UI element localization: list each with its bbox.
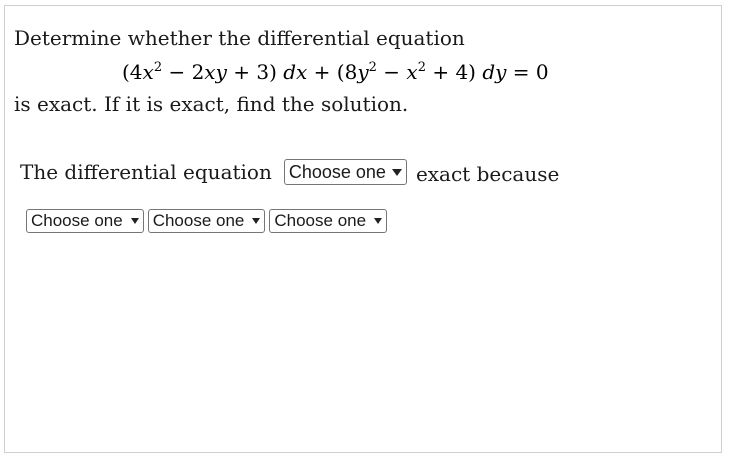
chevron-down-icon: [392, 169, 402, 176]
eq-part: (4: [122, 60, 143, 84]
chevron-down-icon: [252, 218, 260, 224]
eq-part: − 2: [162, 60, 205, 84]
eq-var: y: [357, 60, 369, 84]
reason-select-value-1: Choose one: [31, 211, 123, 230]
eq-var: dx: [283, 60, 308, 84]
eq-var: xy: [204, 60, 227, 84]
reason-select-dropdown-2[interactable]: [148, 209, 266, 233]
reason-select-dropdown-3[interactable]: [269, 209, 387, 233]
eq-part: + 4): [425, 60, 483, 84]
eq-var: dy: [482, 60, 507, 84]
question-intro-text: Determine whether the differential equation: [14, 26, 465, 50]
reason-select-dropdown-1[interactable]: [26, 209, 144, 233]
exact-select-dropdown[interactable]: [284, 159, 407, 185]
reason-select-value-3: Choose one: [274, 211, 367, 230]
chevron-down-icon: [374, 218, 382, 224]
question-instruction-text: is exact. If it is exact, find the solution.: [14, 92, 409, 116]
eq-exponent: 2: [368, 60, 377, 75]
eq-exponent: 2: [153, 60, 163, 75]
question-panel: [4, 5, 722, 453]
chevron-down-icon: [131, 218, 139, 224]
reason-select-row: [26, 209, 387, 233]
answer-row: [20, 158, 559, 186]
eq-part: −: [376, 60, 407, 84]
reason-select-value-2: Choose one: [152, 211, 245, 230]
answer-lead-text: The differential equation: [20, 160, 272, 184]
eq-part: + 3): [226, 60, 284, 84]
eq-part: = 0: [506, 60, 549, 84]
answer-tail-text: exact because: [415, 162, 560, 186]
eq-part: + (8: [307, 60, 358, 84]
eq-var: x: [406, 60, 418, 84]
differential-equation: [122, 60, 549, 84]
exact-select-value: Choose one: [288, 161, 386, 182]
eq-var: x: [142, 60, 154, 84]
eq-exponent: 2: [417, 60, 426, 75]
